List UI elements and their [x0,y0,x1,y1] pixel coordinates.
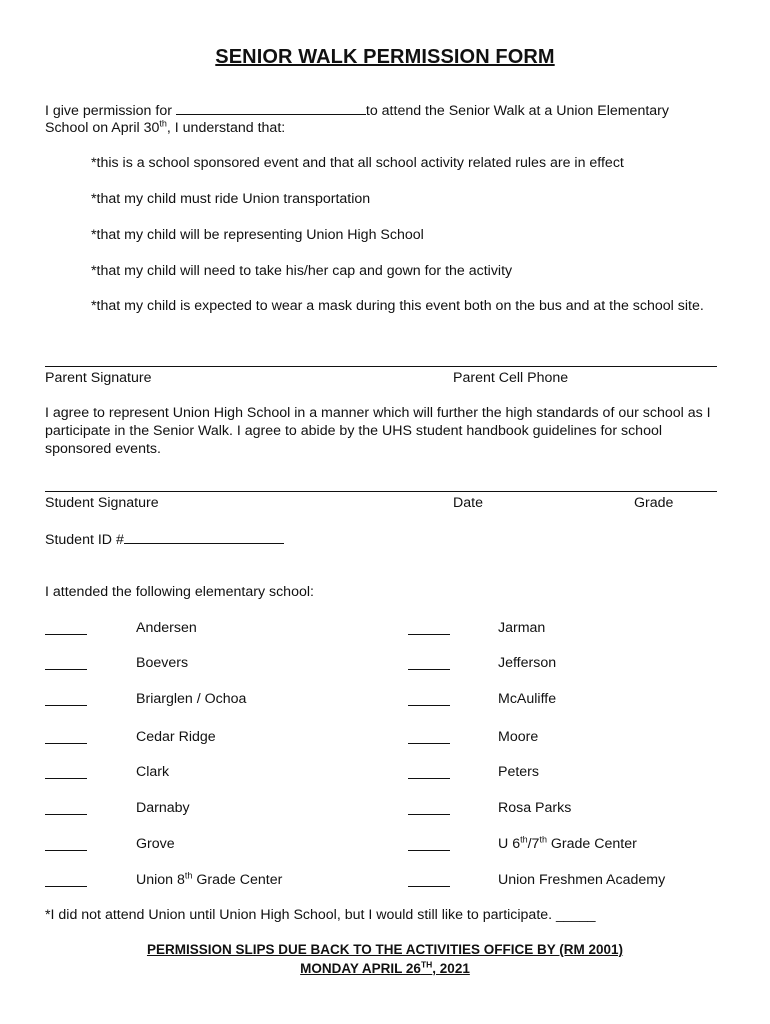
date-label: Date [453,495,483,511]
school-name: Clark [136,764,170,780]
school-name-text: Union 8 [136,872,185,888]
school-name-u-6th-7th [498,835,637,853]
school-check-blank[interactable] [45,886,87,887]
school-check-blank[interactable] [408,886,450,887]
due-notice-line-2 [0,959,770,978]
school-check-blank[interactable] [45,778,87,779]
school-name: Rosa Parks [498,800,572,816]
intro-understand-text: , I understand that: [166,120,286,136]
school-name: Darnaby [136,800,190,816]
school-name: Jarman [498,620,546,636]
due-notice-line-1: PERMISSION SLIPS DUE BACK TO THE ACTIVITIES OFFICE BY (RM 2001) [146,942,624,957]
student-id-label: Student ID # [45,532,124,548]
student-agreement: I agree to represent Union High School in a manner which will further the high standards of our school as I participate in the Senior Walk. I agree to abide by the UHS student handbook guidelines for school sponsored events. [45,405,711,457]
school-check-blank[interactable] [408,743,450,744]
condition-item: *that my child will be representing Union High School [91,227,424,243]
school-name-text: Grade Center [192,872,283,888]
condition-item: *this is a school sponsored event and that all school activity related rules are in effect [91,155,624,171]
school-name: McAuliffe [498,691,557,707]
student-id-blank[interactable] [124,530,284,544]
condition-item: *that my child must ride Union transportation [91,191,371,207]
due-date-year: , 2021 [432,961,470,976]
school-name-text: U 6 [498,836,521,852]
school-check-blank[interactable] [408,850,450,851]
grade-label: Grade [634,495,674,511]
school-check-blank[interactable] [45,814,87,815]
school-check-blank[interactable] [408,634,450,635]
school-name-sup: th [184,870,193,881]
school-name-text: /7 [527,836,540,852]
schools-prompt: I attended the following elementary school: [45,584,314,600]
intro-line-1 [45,101,669,120]
intro-date-text: School on April 30 [45,120,160,136]
condition-item: *that my child is expected to wear a mask during this event both on the bus and at the school site. [91,298,704,314]
condition-item: *that my child will need to take his/her cap and gown for the activity [91,263,513,279]
school-check-blank[interactable] [408,705,450,706]
intro-part-2: to attend the Senior Walk at a Union Elementary [365,103,669,119]
school-check-blank[interactable] [45,669,87,670]
school-name: Andersen [136,620,197,636]
school-check-blank[interactable] [408,814,450,815]
student-id-row [45,530,284,549]
intro-line-2 [45,119,285,137]
school-name-text: Grade Center [546,836,637,852]
late-attendance-note: *I did not attend Union until Union High School, but I would still like to participate. _____ [45,907,596,923]
intro-date-sup: th [159,118,167,129]
school-name-sup: th [520,834,528,845]
school-name: Boevers [136,655,189,671]
school-name: Briarglen / Ochoa [136,691,247,707]
school-check-blank[interactable] [408,778,450,779]
school-name-sup: th [539,834,547,845]
school-check-blank[interactable] [408,669,450,670]
school-name: Moore [498,729,539,745]
student-signature-label: Student Signature [45,495,159,511]
school-check-blank[interactable] [45,743,87,744]
parent-signature-line[interactable] [45,366,717,367]
school-name-union-8th [136,871,282,889]
form-title: SENIOR WALK PERMISSION FORM [215,46,555,68]
school-check-blank[interactable] [45,634,87,635]
school-name: Cedar Ridge [136,729,216,745]
intro-part-1: I give permission for [45,103,176,119]
school-name: Jefferson [498,655,557,671]
student-signature-line[interactable] [45,491,717,492]
school-name: Grove [136,836,175,852]
student-name-blank[interactable] [176,101,366,115]
school-check-blank[interactable] [45,850,87,851]
due-date-sup: TH [420,959,433,970]
school-name: Union Freshmen Academy [498,872,666,888]
parent-signature-label: Parent Signature [45,370,152,386]
school-name: Peters [498,764,540,780]
due-date-text: MONDAY APRIL 26 [300,961,421,976]
school-check-blank[interactable] [45,705,87,706]
parent-phone-label: Parent Cell Phone [453,370,569,386]
